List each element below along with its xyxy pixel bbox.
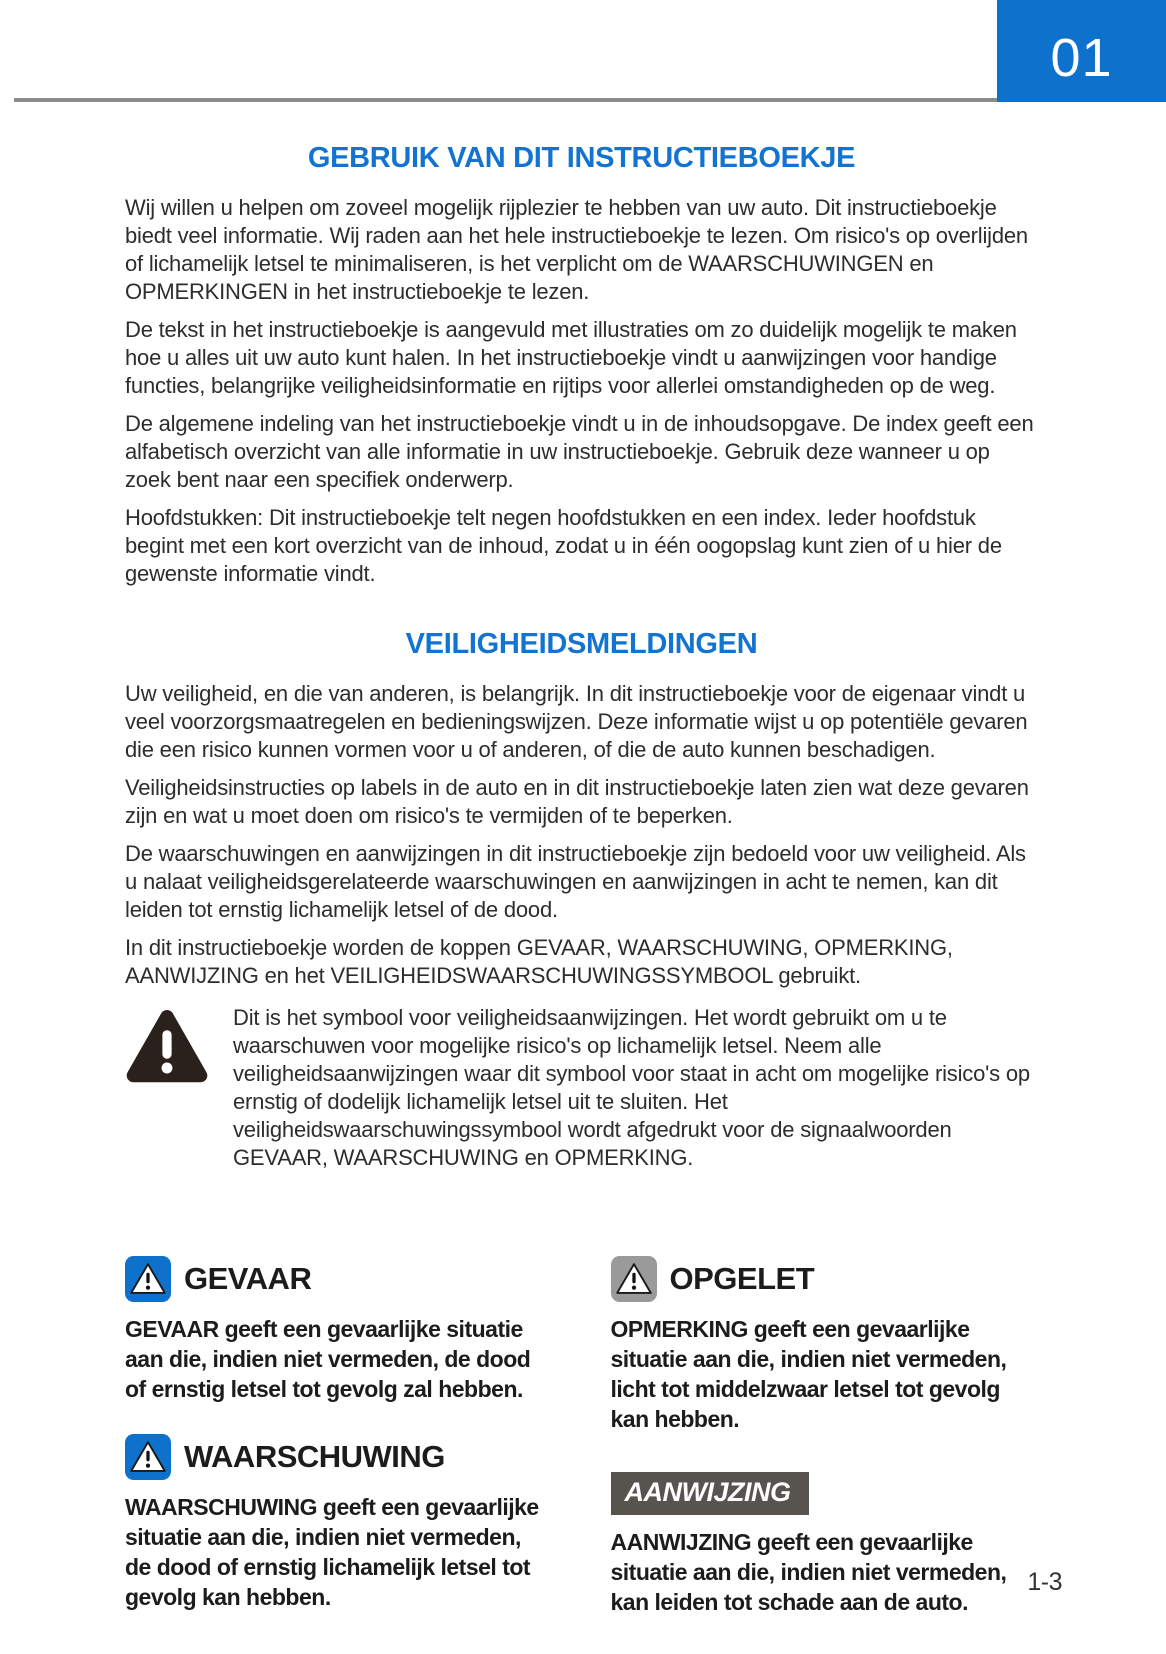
callout-gevaar-head	[125, 1256, 553, 1302]
safety-paragraph: De waarschuwingen en aanwijzingen in dit instructieboekje zijn bedoeld voor uw veiligheid. Als u nalaat veiligheidsgerelateerde waarschuwingen en aanwijzingen in acht te nemen, kan dit leiden tot ernstig lichamelijk letsel of de dood.	[125, 841, 1026, 922]
callout-aanwijzing-body: AANWIJZING geeft een gevaarlijke situatie aan die, indien niet vermeden, kan leiden tot schade aan de auto.	[610, 1529, 1007, 1615]
safety-paragraph: Uw veiligheid, en die van anderen, is belangrijk. In dit instructieboekje voor de eigenaar vindt u veel voorzorgsmaatregelen en bedieningswijzen. Deze informatie wijst u op potentiële gevaren die een risico kunnen vormen voor u of anderen, of die de auto kunnen beschadigen.	[125, 681, 1028, 762]
page-number: 1-3	[1027, 1568, 1062, 1596]
callout-section	[125, 1256, 1038, 1647]
section-title-safety: VEILIGHEIDSMELDINGEN	[405, 628, 758, 660]
safety-paragraph: Veiligheidsinstructies op labels in de auto en in dit instructieboekje laten zien wat deze gevaren zijn en wat u moet doen om risico's te vermijden of te beperken.	[125, 775, 1029, 828]
warning-triangle-badge-icon	[611, 1256, 657, 1302]
callout-column-left	[125, 1256, 553, 1647]
chapter-number: 01	[1050, 28, 1113, 88]
callout-opgelet-title: OPGELET	[669, 1261, 815, 1296]
safety-symbol-note	[125, 1004, 1038, 1172]
usage-paragraph: De algemene indeling van het instructieboekje vindt u in de inhoudsopgave. De index geeft een alfabetisch overzicht van alle informatie in uw instructieboekje. Gebruik deze wanneer u op zoek bent naar een specifiek onderwerp.	[125, 411, 1034, 492]
section-title-usage: GEBRUIK VAN DIT INSTRUCTIEBOEKJE	[307, 142, 856, 174]
callout-opgelet-body: OPMERKING geeft een gevaarlijke situatie aan die, indien niet vermeden, licht tot middelzwaar letsel tot gevolg kan hebben.	[610, 1316, 1007, 1432]
callout-opgelet	[611, 1256, 1039, 1434]
callout-opgelet-head	[611, 1256, 1039, 1302]
callout-waarschuwing-title: WAARSCHUWING	[184, 1439, 445, 1474]
callout-waarschuwing-body: WAARSCHUWING geeft een gevaarlijke situatie aan die, indien niet vermeden, de dood of ernstig lichamelijk letsel tot gevolg kan hebben.	[125, 1494, 539, 1610]
callout-column-right	[611, 1256, 1039, 1647]
usage-paragraph: De tekst in het instructieboekje is aangevuld met illustraties om zo duidelijk mogelijk te maken hoe u alles uit uw auto kunt halen. In het instructieboekje vindt u aanwijzingen voor handige functies, belangrijke veiligheidsinformatie en rijtips voor allerlei omstandigheden op de weg.	[125, 317, 1017, 398]
safety-paragraph: In dit instructieboekje worden de koppen GEVAAR, WAARSCHUWING, OPMERKING, AANWIJZING en het VEILIGHEIDSWAARSCHUWINGSSYMBOOL gebruikt.	[125, 935, 953, 988]
callout-waarschuwing-head	[125, 1434, 553, 1480]
warning-triangle-icon	[125, 1008, 209, 1086]
callout-gevaar	[125, 1256, 553, 1404]
callout-aanwijzing	[611, 1464, 1039, 1617]
callout-aanwijzing-label: AANWIJZING	[611, 1472, 809, 1515]
callout-waarschuwing	[125, 1434, 553, 1612]
warning-triangle-badge-icon	[125, 1434, 171, 1480]
warning-triangle-badge-icon	[125, 1256, 171, 1302]
chapter-tab	[997, 0, 1166, 102]
callout-gevaar-body: GEVAAR geeft een gevaarlijke situatie aan die, indien niet vermeden, de dood of ernstig letsel tot gevolg zal hebben.	[125, 1316, 531, 1402]
usage-paragraph: Wij willen u helpen om zoveel mogelijk rijplezier te hebben van uw auto. Dit instructieboekje biedt veel informatie. Wij raden aan het hele instructieboekje te lezen. Om risico's op overlijden of lichamelijk letsel te minimaliseren, is het verplicht om de WAARSCHUWINGEN en OPMERKINGEN in het instructieboekje te lezen.	[125, 195, 1028, 304]
page-content	[125, 102, 1038, 1647]
callout-gevaar-title: GEVAAR	[184, 1261, 312, 1296]
usage-paragraph: Hoofdstukken: Dit instructieboekje telt negen hoofdstukken en een index. Ieder hoofdstuk begint met een kort overzicht van de inhoud, zodat u in één oogopslag kunt zien of u hier de gewenste informatie vindt.	[125, 505, 1002, 586]
symbol-note-text: Dit is het symbool voor veiligheidsaanwijzingen. Het wordt gebruikt om u te waarschuwen voor mogelijke risico's op lichamelijk letsel. Neem alle veiligheidsaanwijzingen waar dit symbool voor staat in acht om mogelijke risico's op ernstig of dodelijk lichamelijk letsel uit te sluiten. Het veiligheidswaarschuwingssymbool wordt afgedrukt voor de signaalwoorden GEVAAR, WAARSCHUWING en OPMERKING.	[233, 1005, 1030, 1170]
